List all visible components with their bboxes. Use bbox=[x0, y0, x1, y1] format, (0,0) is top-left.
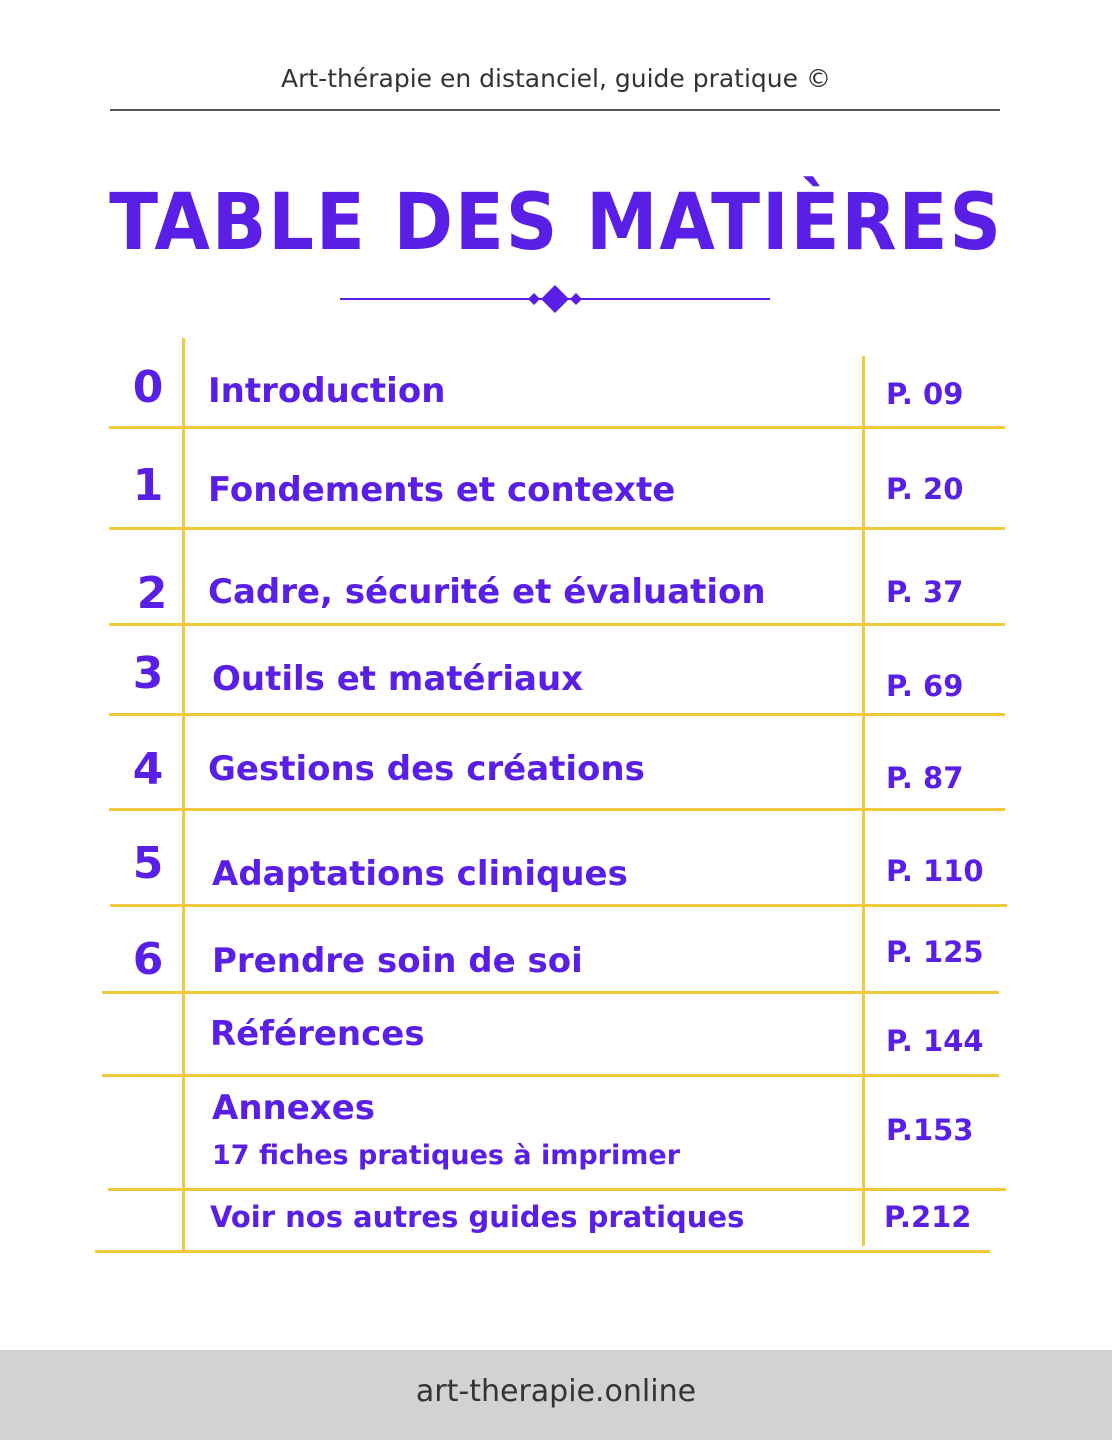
toc-entry-adaptations[interactable]: Adaptations cliniques bbox=[212, 854, 628, 894]
page-reference: P. 125 bbox=[886, 935, 984, 969]
chapter-number: 6 bbox=[132, 934, 164, 985]
page-reference: P.153 bbox=[886, 1113, 974, 1147]
toc-row-divider bbox=[102, 991, 999, 994]
page-reference: P. 20 bbox=[886, 472, 964, 506]
toc-entry-autres-guides[interactable]: Voir nos autres guides pratiques bbox=[210, 1200, 745, 1234]
toc-entry-references[interactable]: Références bbox=[210, 1014, 425, 1054]
toc-entry-cadre[interactable]: Cadre, sécurité et évaluation bbox=[208, 572, 766, 612]
chapter-number: 3 bbox=[132, 648, 164, 699]
toc-row-divider bbox=[95, 1250, 990, 1253]
page-reference: P.212 bbox=[884, 1200, 972, 1234]
footer-website[interactable]: art-therapie.online bbox=[415, 1374, 697, 1409]
page-reference: P. 37 bbox=[886, 575, 964, 609]
page-reference: P. 09 bbox=[886, 377, 964, 411]
chapter-number: 5 bbox=[132, 838, 164, 889]
page-reference: P. 69 bbox=[886, 669, 964, 703]
toc-entry-annexes-subtitle: 17 fiches pratiques à imprimer bbox=[212, 1140, 681, 1171]
toc-entry-introduction[interactable]: Introduction bbox=[208, 371, 446, 411]
page-reference: P. 144 bbox=[886, 1024, 984, 1058]
toc-entry-gestions[interactable]: Gestions des créations bbox=[208, 749, 645, 789]
page-title: TABLE DES MATIÈRES bbox=[109, 178, 1003, 268]
toc-entry-fondements[interactable]: Fondements et contexte bbox=[208, 470, 676, 510]
document-header: Art-thérapie en distanciel, guide pratique © bbox=[281, 64, 831, 93]
toc-entry-annexes[interactable]: Annexes bbox=[212, 1088, 376, 1128]
toc-row-divider bbox=[109, 713, 1005, 716]
toc-row-divider bbox=[109, 623, 1005, 626]
toc-row-divider bbox=[109, 808, 1005, 811]
footer-bar bbox=[0, 1350, 1112, 1440]
toc-row-divider bbox=[109, 426, 1005, 429]
title-ornament bbox=[340, 284, 770, 314]
header-divider bbox=[110, 109, 1000, 111]
chapter-number: 2 bbox=[136, 568, 168, 619]
chapter-number: 0 bbox=[132, 362, 164, 413]
toc-entry-outils[interactable]: Outils et matériaux bbox=[212, 659, 584, 699]
toc-entry-prendre-soin[interactable]: Prendre soin de soi bbox=[212, 941, 583, 981]
page-reference: P. 87 bbox=[886, 761, 964, 795]
toc-row-divider bbox=[108, 1188, 1006, 1191]
toc-row-divider bbox=[102, 1074, 999, 1077]
chapter-number: 4 bbox=[132, 744, 164, 795]
toc-right-column-rule bbox=[862, 356, 865, 1246]
page-reference: P. 110 bbox=[886, 854, 984, 888]
chapter-number: 1 bbox=[132, 460, 164, 511]
toc-row-divider bbox=[110, 904, 1007, 907]
toc-row-divider bbox=[109, 527, 1005, 530]
